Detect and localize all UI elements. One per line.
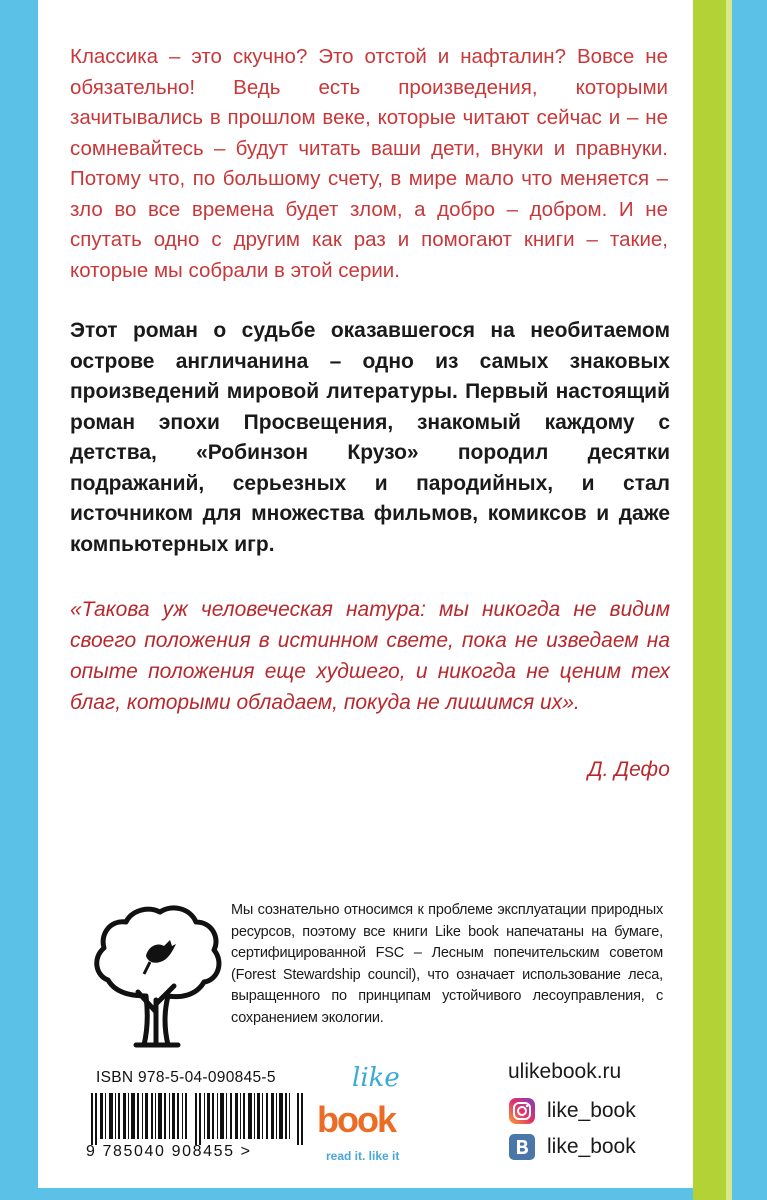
quote-author: Д. Дефо: [587, 758, 670, 781]
lime-spine-stripe: [726, 0, 732, 1200]
website-link[interactable]: ulikebook.ru: [508, 1060, 622, 1083]
isbn-barcode: [91, 1093, 306, 1145]
tree-bird-icon: [86, 900, 226, 1050]
instagram-contact[interactable]: [508, 1097, 636, 1125]
barcode-digits: 9 785040 908455 >: [86, 1143, 252, 1160]
vk-handle: like_book: [547, 1135, 636, 1158]
green-spine-stripe: [693, 0, 726, 1200]
instagram-handle: like_book: [547, 1099, 636, 1122]
author-quote: «Такова уж человеческая натура: мы никогда не видим своего положения в истинном свете, пока не изведаем на опыте положения еще худшего, и никогда не ценим тех благ, которыми обладаем, покуда не лишимся их».: [70, 598, 670, 714]
logo-tagline: read it. like it: [326, 1149, 400, 1163]
logo-book-text: book: [317, 1099, 395, 1140]
vk-icon: [508, 1133, 536, 1161]
back-cover-page: [38, 0, 693, 1188]
likebook-logo: [308, 1063, 438, 1167]
series-intro-text: Классика – это скучно? Это отстой и нафталин? Вовсе не обязательно! Ведь есть произведения, которыми зачитывались в прошлом веке, которые читают сейчас и – не сомневайтесь – будут читать ваши дети, внуки и правнуки. Потому что, по большому счету, в мире мало что меняется – зло во все времена будет злом, а добро – добром. И не спутать одно с другим как раз и помогают книги – такие, которые мы собрали в этой серии.: [70, 45, 668, 282]
bottom-border: [0, 1188, 693, 1200]
eco-statement: Мы сознательно относимся к проблеме эксплуатации природных ресурсов, поэтому все книги Like book напечатаны на бумаге, сертифицированной FSC – Лесным попечительским советом (Forest Stewardship council), что означает использование леса, выращенного по принципам устойчивого лесоуправления, с сохранением экологии.: [231, 902, 663, 1026]
instagram-icon: [508, 1097, 536, 1125]
book-synopsis: Этот роман о судьбе оказавшегося на необитаемом острове англичанина – одно из самых знаковых произведений мировой литературы. Первый настоящий роман эпохи Просвещения, знакомый каждому с детства, «Робинзон Крузо» породил десятки подражаний, серьезных и пародийных, и стал источником для множества фильмов, комиксов и даже компьютерных игр.: [70, 319, 670, 556]
vk-contact[interactable]: [508, 1133, 636, 1161]
logo-like-text: like: [352, 1063, 400, 1093]
isbn-label: ISBN 978-5-04-090845-5: [96, 1069, 276, 1086]
